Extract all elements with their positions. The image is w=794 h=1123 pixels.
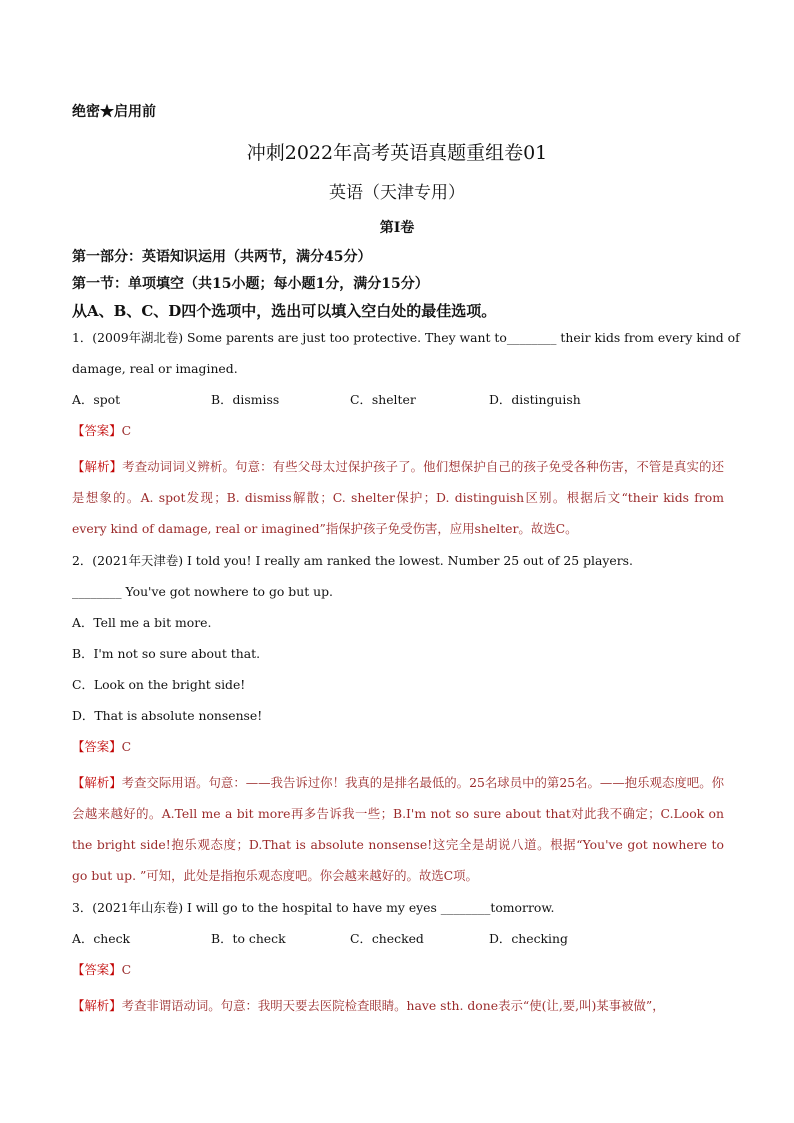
answer-value: C xyxy=(121,739,132,754)
explanation-text: 考查交际用语。句意：——我告诉过你！我真的是排名最低的。25名球员中的第25名。——抱乐观态度吧。你会越来越好的。A.Tell me a bit more再多告诉我一些；B.I'm not so sure about that对此我不确定；C.Look on the bright side!抱乐观态度；D.That is absolute nonsense!这完全是胡说八道。根据“You've got nowhere to go but up. ”可知，此处是指抱乐观态度吧。你会越来越好的。故选C项。 xyxy=(72,775,724,883)
paper-subtitle: 英语（天津专用） xyxy=(329,183,465,203)
explanation xyxy=(72,767,724,891)
answer-tag: 【答案】 xyxy=(72,423,122,438)
question-stem: 3．(2021年山东卷) I will go to the hospital to have my eyes ________tomorrow. xyxy=(72,900,555,915)
option-c: C．checked xyxy=(350,931,424,946)
explanation xyxy=(72,990,724,1021)
question-1 xyxy=(72,327,740,544)
question-stem: 2．(2021年天津卷) I told you! I really am ranked the lowest. Number 25 out of 25 players. xyxy=(72,553,633,568)
paper-title: 冲刺2022年高考英语真题重组卷01 xyxy=(246,142,548,164)
question-stem: 1．(2009年湖北卷) Some parents are just too protective. They want to________ their kids from every kind of xyxy=(72,330,740,345)
instruction-text: 从A、B、C、D四个选项中，选出可以填入空白处的最佳选项。 xyxy=(72,302,497,320)
explanation xyxy=(72,451,724,544)
exam-content xyxy=(72,246,740,1027)
answer-tag: 【答案】 xyxy=(72,962,122,977)
question-stem-cont: ________ You've got nowhere to go but up. xyxy=(72,584,333,599)
option-a: A．Tell me a bit more. xyxy=(72,615,212,630)
answer-line xyxy=(72,420,724,442)
answer-tag: 【答案】 xyxy=(72,739,122,754)
option-c: C．shelter xyxy=(350,392,416,407)
explanation-text: 考查动词词义辨析。句意：有些父母太过保护孩子了。他们想保护自己的孩子免受各种伤害，不管是真实的还是想象的。A. spot发现；B. dismiss解散；C. shelter保护；D. distinguish区别。根据后文“their kids from every kind of damage, real or imagined”指保护孩子免受伤害，应用shelter。故选C。 xyxy=(72,459,725,536)
option-b: B．I'm not so sure about that. xyxy=(72,646,261,661)
option-b: B．to check xyxy=(211,931,286,946)
part-heading: 第一部分：英语知识运用（共两节，满分45分） xyxy=(72,249,372,265)
options-row xyxy=(72,928,724,950)
question-2 xyxy=(72,550,724,891)
option-d: D．checking xyxy=(489,931,568,946)
answer-value: C xyxy=(121,423,132,438)
options-row xyxy=(72,389,724,411)
volume-label: 第I卷 xyxy=(379,220,415,236)
option-d: D．distinguish xyxy=(489,392,581,407)
question-stem-cont: damage, real or imagined. xyxy=(72,361,238,376)
option-a: A．check xyxy=(72,931,131,946)
answer-line xyxy=(72,959,724,981)
option-c: C．Look on the bright side! xyxy=(72,677,246,692)
subsection-heading: 第一节：单项填空（共15小题；每小题1分，满分15分） xyxy=(72,276,429,292)
answer-value: C xyxy=(121,962,132,977)
explanation-tag: 【解析】 xyxy=(72,998,122,1013)
confidential-label: 绝密★启用前 xyxy=(72,104,156,120)
option-a: A．spot xyxy=(72,392,121,407)
question-3 xyxy=(72,897,724,1021)
explanation-tag: 【解析】 xyxy=(72,459,123,474)
explanation-text: 考查非谓语动词。句意：我明天要去医院检查眼睛。have sth. done表示“使(让,要,叫)某事被做”， xyxy=(121,998,665,1013)
option-d: D．That is absolute nonsense! xyxy=(72,708,263,723)
option-b: B．dismiss xyxy=(211,392,280,407)
explanation-tag: 【解析】 xyxy=(72,775,122,790)
answer-line xyxy=(72,736,724,758)
